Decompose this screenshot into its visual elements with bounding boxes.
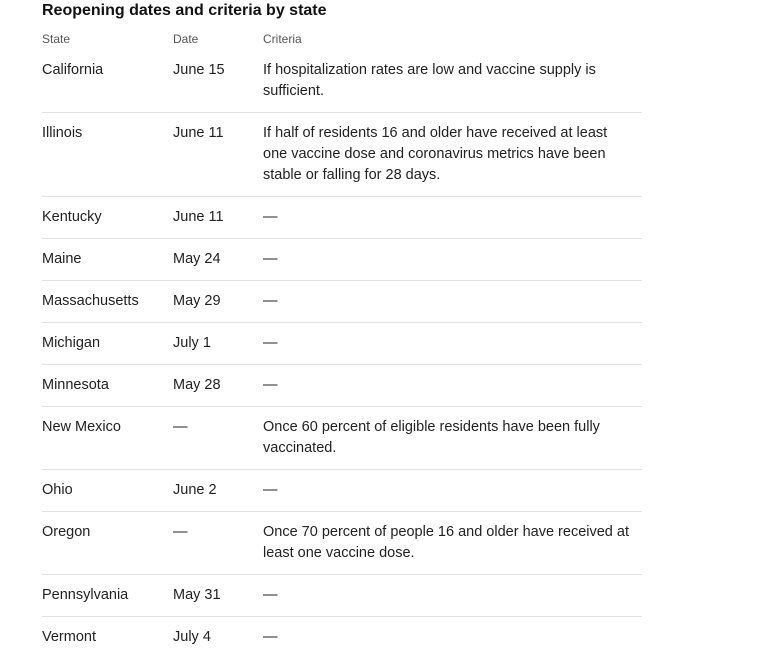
row-date: — — [173, 419, 188, 435]
row-criteria: Once 60 percent of eligible residents have been fully vaccinated. — [263, 419, 600, 456]
row-state: Minnesota — [42, 377, 109, 393]
row-date: June 2 — [173, 482, 217, 498]
row-state: Ohio — [42, 482, 73, 498]
row-criteria: — — [263, 587, 278, 603]
table-row — [42, 512, 642, 575]
table-body — [42, 59, 642, 658]
row-date: June 11 — [173, 125, 224, 141]
row-criteria: Once 70 percent of people 16 and older have received at least one vaccine dose. — [263, 524, 629, 561]
table-row — [42, 470, 642, 512]
row-state: Vermont — [42, 629, 96, 645]
table-row — [42, 59, 642, 113]
row-criteria: — — [263, 251, 278, 267]
row-state: Illinois — [42, 125, 83, 141]
table-row — [42, 197, 642, 239]
header-state: State — [42, 32, 71, 46]
row-criteria: — — [263, 335, 278, 351]
row-date: — — [173, 524, 188, 540]
header-criteria: Criteria — [263, 32, 302, 46]
row-date: June 15 — [173, 62, 225, 78]
row-date: July 4 — [173, 629, 211, 645]
table-row — [42, 113, 642, 197]
table-row — [42, 575, 642, 617]
row-criteria: — — [263, 629, 278, 645]
header-date: Date — [173, 32, 199, 46]
row-date: July 1 — [173, 335, 211, 351]
row-criteria: — — [263, 482, 278, 498]
table-row — [42, 239, 642, 281]
reopening-table — [42, 0, 642, 658]
row-date: May 31 — [173, 587, 221, 603]
table-row — [42, 323, 642, 365]
table-header-row — [42, 29, 642, 59]
row-date: May 29 — [173, 293, 221, 309]
table-title: Reopening dates and criteria by state — [42, 2, 327, 19]
row-state: New Mexico — [42, 419, 121, 435]
row-criteria: If hospitalization rates are low and vaccine supply is sufficient. — [263, 62, 596, 99]
row-criteria: If half of residents 16 and older have received at least one vaccine dose and coronavirus metrics have been stable or falling for 28 days. — [263, 125, 608, 183]
row-state: Kentucky — [42, 209, 102, 225]
row-criteria: — — [263, 377, 278, 393]
row-state: Oregon — [42, 524, 91, 540]
table-row — [42, 407, 642, 470]
row-state: Pennsylvania — [42, 587, 129, 603]
row-criteria: — — [263, 293, 278, 309]
row-state: Michigan — [42, 335, 101, 351]
table-row — [42, 281, 642, 323]
table-row — [42, 617, 642, 658]
row-criteria: — — [263, 209, 278, 225]
row-state: Maine — [42, 251, 82, 267]
table-row — [42, 365, 642, 407]
row-date: May 28 — [173, 377, 221, 393]
row-state: Massachusetts — [42, 293, 139, 309]
row-state: California — [42, 62, 104, 78]
row-date: June 11 — [173, 209, 224, 225]
row-date: May 24 — [173, 251, 221, 267]
